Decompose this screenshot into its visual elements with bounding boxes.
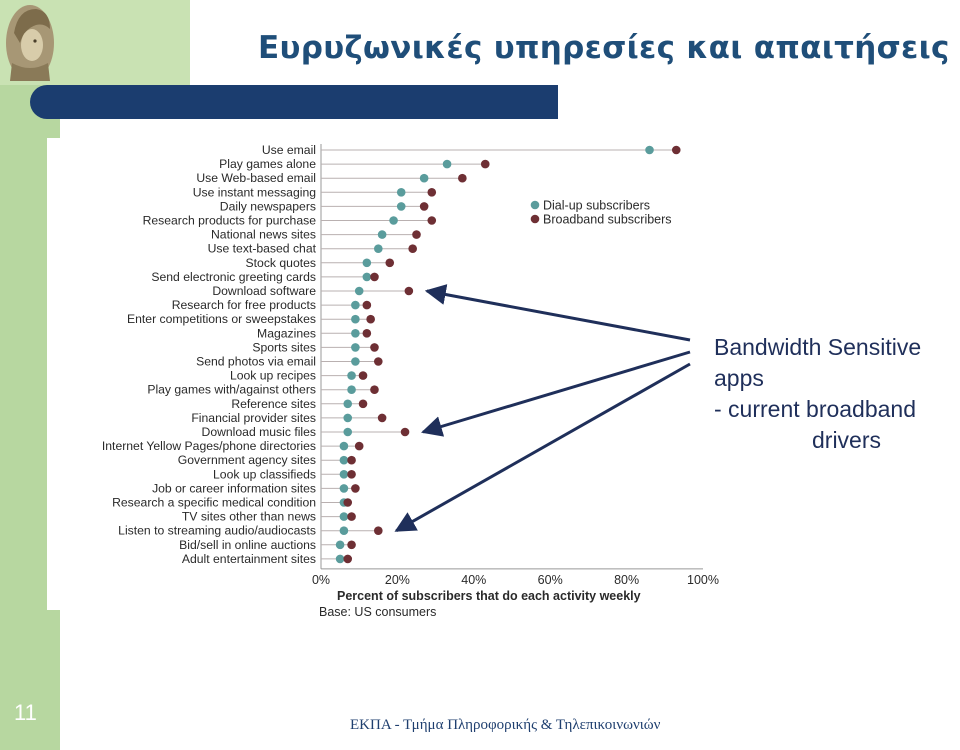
broadband-point (481, 160, 490, 169)
category-label: Research for free products (171, 298, 316, 313)
x-axis-label: Percent of subscribers that do each activity weekly (337, 588, 641, 603)
dialup-point (355, 287, 364, 296)
category-label: Bid/sell in online auctions (179, 537, 316, 552)
category-label: Listen to streaming audio/audiocasts (118, 523, 316, 538)
broadband-point (405, 287, 414, 296)
broadband-point (355, 442, 364, 451)
dialup-point (374, 244, 383, 253)
dialup-point (363, 273, 372, 282)
dialup-point (645, 146, 654, 155)
broadband-point (374, 526, 383, 535)
legend-dialup-marker (531, 201, 540, 210)
broadband-point (347, 512, 356, 521)
broadband-point (427, 216, 436, 225)
callout-line-4: drivers (812, 427, 882, 453)
dialup-point (443, 160, 452, 169)
broadband-point (458, 174, 467, 183)
dialup-point (340, 470, 349, 479)
category-label: Use text-based chat (207, 241, 316, 256)
broadband-point (359, 400, 368, 409)
dialup-point (340, 442, 349, 451)
broadband-point (370, 343, 379, 352)
dot-plot-chart (47, 138, 727, 619)
dialup-point (340, 512, 349, 521)
broadband-point (408, 244, 417, 253)
x-tick-label: 0% (311, 572, 331, 587)
category-label: Play games alone (219, 157, 316, 172)
category-label: Magazines (257, 326, 316, 341)
x-tick-label: 80% (614, 572, 640, 587)
dialup-point (378, 230, 387, 239)
callout-line-3: - current broadband (714, 396, 917, 422)
category-label: Enter competitions or sweepstakes (127, 312, 316, 327)
category-label: Government agency sites (177, 453, 316, 468)
x-tick-label: 40% (461, 572, 487, 587)
dialup-point (397, 188, 406, 197)
callout-line-1: Bandwidth Sensitive (714, 334, 922, 360)
legend-label: Dial-up subscribers (543, 198, 650, 213)
category-label: Job or career information sites (152, 481, 316, 496)
dialup-point (336, 555, 345, 564)
broadband-point (363, 301, 372, 310)
dialup-point (340, 484, 349, 493)
dialup-point (351, 329, 360, 338)
category-label: Research a specific medical condition (112, 495, 316, 510)
dialup-point (351, 301, 360, 310)
dialup-point (343, 428, 352, 437)
dialup-point (363, 259, 372, 268)
broadband-point (347, 541, 356, 550)
category-label: Financial provider sites (191, 410, 316, 425)
broadband-point (427, 188, 436, 197)
dialup-point (347, 371, 356, 380)
athena-logo-icon (4, 3, 56, 83)
category-label: TV sites other than news (181, 509, 316, 524)
dialup-point (340, 456, 349, 465)
category-label: Use Web-based email (196, 171, 316, 186)
category-label: Look up recipes (229, 368, 316, 383)
title-bar (30, 85, 558, 119)
broadband-point (672, 146, 681, 155)
category-label: Stock quotes (245, 255, 316, 270)
x-tick-label: 20% (384, 572, 410, 587)
broadband-point (412, 230, 421, 239)
category-label: National news sites (211, 227, 316, 242)
broadband-point (420, 202, 429, 211)
broadband-point (401, 428, 410, 437)
dialup-point (343, 400, 352, 409)
dialup-point (340, 526, 349, 535)
category-label: Download music files (201, 425, 316, 439)
broadband-point (370, 385, 379, 394)
x-tick-label: 100% (687, 572, 719, 587)
broadband-point (343, 555, 352, 564)
broadband-point (347, 470, 356, 479)
broadband-point (366, 315, 375, 324)
broadband-point (363, 329, 372, 338)
category-label: Research products for purchase (142, 213, 316, 228)
chart-panel (47, 138, 727, 619)
broadband-point (351, 484, 360, 493)
callout-text (714, 332, 921, 456)
dialup-point (336, 541, 345, 550)
broadband-point (347, 456, 356, 465)
category-label: Adult entertainment sites (181, 551, 316, 566)
dialup-point (389, 216, 398, 225)
broadband-point (359, 371, 368, 380)
dialup-point (351, 343, 360, 352)
page-number: 11 (14, 700, 37, 725)
category-label: Use instant messaging (192, 185, 316, 200)
dialup-point (420, 174, 429, 183)
broadband-point (343, 498, 352, 507)
category-label: Sports sites (252, 340, 316, 355)
category-label: Use email (261, 143, 316, 157)
category-label: Send photos via email (196, 354, 316, 369)
callout-line-2: apps (714, 365, 764, 391)
dialup-point (347, 385, 356, 394)
dialup-point (397, 202, 406, 211)
dialup-point (351, 315, 360, 324)
footer-text: ΕΚΠΑ - Τμήμα Πληροφορικής & Τηλεπικοινωνιών (350, 717, 661, 733)
category-label: Internet Yellow Pages/phone directories (101, 439, 316, 454)
category-label: Play games with/against others (147, 382, 316, 397)
x-tick-label: 60% (537, 572, 563, 587)
broadband-point (378, 414, 387, 423)
category-label: Reference sites (231, 396, 316, 411)
category-label: Look up classifieds (213, 467, 316, 482)
broadband-point (370, 273, 379, 282)
slide-title: Ευρυζωνικές υπηρεσίες και απαιτήσεις (258, 30, 950, 66)
legend-broadband-marker (531, 215, 540, 224)
base-note: Base: US consumers (319, 604, 437, 619)
category-label: Download software (212, 284, 316, 298)
legend-label: Broadband subscribers (543, 212, 672, 227)
broadband-point (374, 357, 383, 366)
category-label: Send electronic greeting cards (151, 269, 316, 284)
category-label: Daily newspapers (219, 199, 316, 214)
broadband-point (385, 259, 394, 268)
dialup-point (343, 414, 352, 423)
dialup-point (351, 357, 360, 366)
